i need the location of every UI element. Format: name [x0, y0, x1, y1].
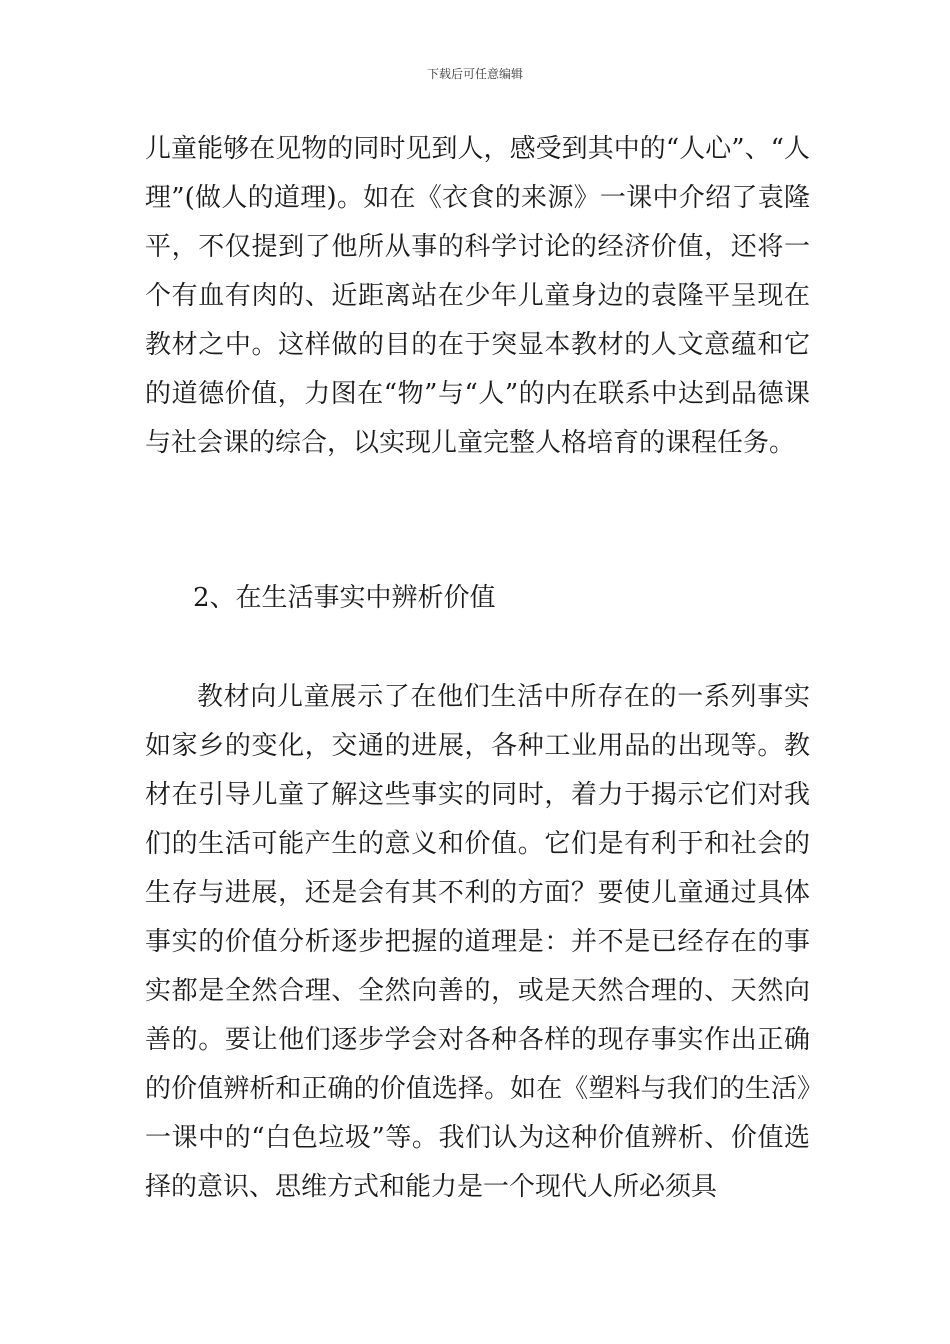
section-heading: 2、在生活事实中辨析价值	[193, 583, 496, 613]
page-header: 下载后可任意编辑	[426, 67, 523, 81]
body-paragraph-2: 教材向儿童展示了在他们生活中所存在的一系列事实如家乡的变化，交通的进展，各种工业用品的出现等。教材在引导儿童了解这些事实的同时，着力于揭示它们对我们的生活可能产生的意义和价值。它们是有利于和社会的生存与进展，还是会有其不利的方面？要使儿童通过具体事实的价值分析逐步把握的道理是：并不是已经存在的事实都是全然合理、全然向善的，或是天然合理的、天然向善的。要让他们逐步学会对各种各样的现存事实作出正确的价值辨析和正确的价值选择。如在《塑料与我们的生活》一课中的“白色垃圾”等。我们认为这种价值辨析、价值选择的意识、思维方式和能力是一个现代人所必须具	[145, 682, 810, 1202]
body-paragraph-1: 儿童能够在见物的同时见到人，感受到其中的“人心”、“人理”(做人的道理)。如在《衣食的来源》一课中介绍了袁隆平，不仅提到了他所从事的科学讨论的经济价值，还将一个有血有肉的、近距离站在少年儿童身边的袁隆平呈现在教材之中。这样做的目的在于突显本教材的人文意蕴和它的道德价值，力图在“物”与“人”的内在联系中达到品德课与社会课的综合，以实现儿童完整人格培育的课程任务。	[145, 134, 810, 458]
